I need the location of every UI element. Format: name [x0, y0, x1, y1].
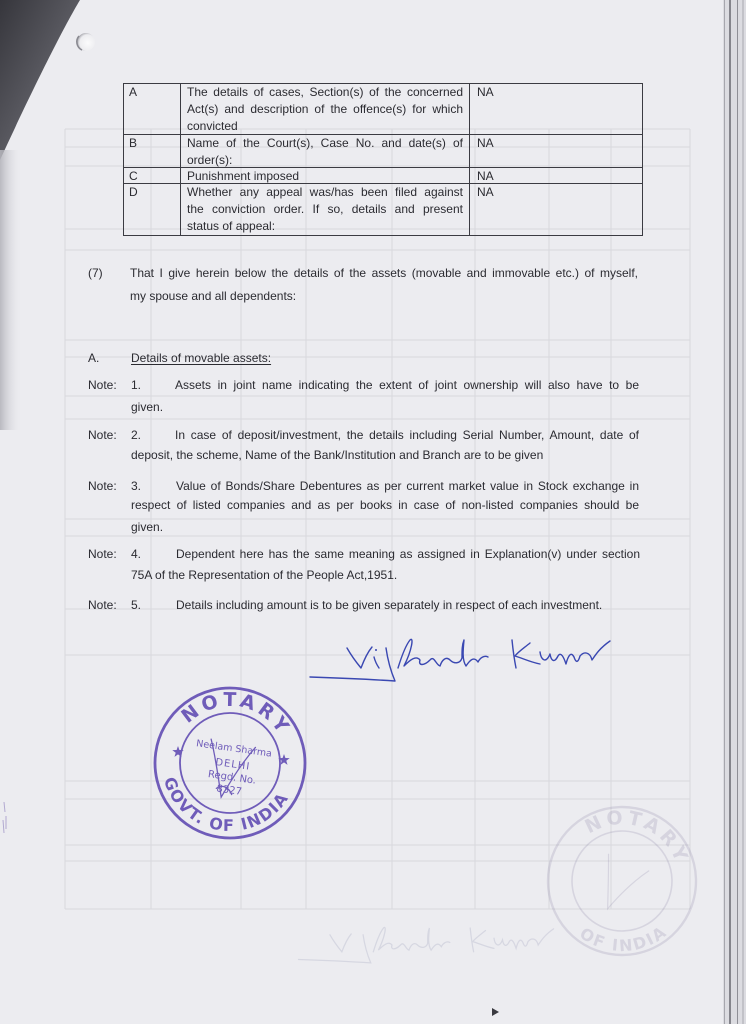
note-text-line: 75A of the Representation of the People Act,1951. — [131, 568, 398, 582]
stamp-regd-label: Regd. No. — [207, 769, 257, 787]
bleed-through-signature — [299, 927, 554, 962]
ghost-stamp-inner-ring — [558, 817, 686, 945]
paragraph-number: (7) — [88, 266, 103, 280]
row-value: NA — [477, 85, 494, 99]
row-description-line: Name of the Court(s), Case No. and date(s) of — [187, 136, 463, 150]
ghost-stamp-bottom-path-text: OF INDIA — [576, 921, 671, 956]
punch-hole — [77, 33, 95, 51]
row-key-cell — [124, 135, 181, 168]
edge-ink-marks — [3, 802, 6, 833]
ghost-stamp-bottom-text — [575, 897, 674, 973]
row-key-cell — [124, 168, 181, 184]
stamp-top-path-text: NOTARY — [177, 688, 296, 740]
row-description-line: The details of cases, Section(s) of the concerned — [187, 85, 463, 99]
row-value: NA — [477, 136, 494, 150]
note-label: Note: — [88, 378, 117, 392]
note-number: 4. — [131, 547, 142, 561]
notary-stamp-rotated — [145, 678, 314, 847]
stamp-bottom-path-text: GOVT. OF INDIA — [159, 774, 293, 836]
note-label: Note: — [88, 547, 117, 561]
row-description-line: status of appeal: — [187, 219, 276, 233]
stamp-regd-number: 8327 — [215, 783, 243, 798]
ghost-stamp-top-text — [576, 791, 703, 874]
note-text-line: In case of deposit/investment, the details including Serial Number, Amount, date of — [175, 428, 639, 442]
row-key: D — [129, 185, 138, 199]
stamp-notary-scribble — [203, 739, 255, 801]
stamp-bottom-text — [154, 772, 294, 844]
row-key-cell — [124, 84, 181, 135]
signature-stroke — [512, 640, 540, 668]
ghost-stamp-scribble — [591, 854, 650, 918]
note-text-line: Assets in joint name indicating the extent of joint ownership will also have to be — [175, 378, 639, 392]
note-label: Note: — [88, 428, 117, 442]
paragraph-line: That I give herein below the details of the assets (movable and immovable etc.) of myself, — [130, 266, 638, 280]
section-label: A. — [88, 351, 100, 365]
signature-dot — [375, 649, 377, 651]
note-number: 5. — [131, 598, 142, 612]
ghost-stamp-outer-ring — [527, 786, 717, 976]
row-value: NA — [477, 169, 494, 183]
row-description-cell — [181, 135, 470, 168]
note-text-line: given. — [131, 400, 164, 414]
bleed-through-stamp — [527, 786, 717, 976]
row-key: B — [129, 136, 138, 150]
signature-stroke — [310, 648, 395, 681]
note-number: 3. — [131, 479, 142, 493]
punch-hole-circle — [77, 33, 95, 51]
note-text-line: given. — [131, 520, 164, 534]
row-value-cell — [470, 135, 643, 168]
row-description-line: convicted — [187, 119, 238, 133]
row-description-line: Punishment imposed — [187, 169, 300, 183]
left-edge-shade — [0, 150, 22, 430]
stamp-star-right-icon — [278, 754, 289, 765]
row-key-cell — [124, 184, 181, 236]
signature-stroke — [347, 647, 372, 668]
row-value-cell — [470, 184, 643, 236]
row-description-cell — [181, 168, 470, 184]
note-label: Note: — [88, 479, 117, 493]
stamp-outer-ring — [145, 678, 314, 847]
notary-stamp — [145, 678, 314, 847]
note-text-line: Dependent here has the same meaning as assigned in Explanation(v) under section — [176, 547, 640, 561]
row-key: A — [129, 85, 138, 99]
ghost-stamp-top-path-text: NOTARY — [581, 806, 694, 869]
row-description-line: order(s): — [187, 153, 233, 167]
row-key: C — [129, 169, 138, 183]
note-text-line: Value of Bonds/Share Debentures as per current market value in Stock exchange in — [176, 479, 639, 493]
punch-hole-shadow — [77, 36, 82, 50]
right-paper-edges — [723, 0, 746, 1024]
scan-mark — [492, 1008, 499, 1016]
note-number: 2. — [131, 428, 142, 442]
signature-stroke — [540, 641, 610, 664]
note-text-line: respect of listed companies and as per books in case of non-listed companies should be — [131, 498, 639, 512]
signature-stroke — [374, 657, 379, 668]
row-description-line: the conviction order. If so, details and present — [187, 202, 463, 216]
signature-stroke — [398, 639, 488, 668]
conviction-details-table — [123, 83, 643, 236]
deponent-signature — [310, 639, 610, 681]
row-description-cell — [181, 84, 470, 135]
row-value-cell — [470, 84, 643, 135]
stamp-inner-ring — [174, 707, 287, 820]
section-heading: Details of movable assets: — [131, 351, 272, 365]
stamp-star-left-icon — [172, 746, 183, 757]
note-text-line: Details including amount is to be given separately in respect of each investment. — [176, 598, 603, 612]
stamp-top-text — [175, 681, 299, 742]
row-value: NA — [477, 185, 494, 199]
note-text-line: deposit, the scheme, Name of the Bank/Institution and Branch are to be given — [131, 448, 544, 462]
row-description-cell — [181, 184, 470, 236]
row-value-cell — [470, 168, 643, 184]
paper-stack-band — [723, 0, 746, 1024]
paragraph-line: my spouse and all dependents: — [130, 289, 297, 303]
scanner-corner-shadow — [0, 0, 80, 160]
note-label: Note: — [88, 598, 117, 612]
stamp-city: DELHI — [214, 757, 251, 773]
row-description-line: Whether any appeal was/has been filed against — [187, 185, 463, 199]
stamp-notary-name: Neelam Sharma — [195, 738, 273, 760]
note-number: 1. — [131, 378, 142, 392]
row-description-line: Act(s) and description of the offence(s) for which — [187, 102, 463, 116]
